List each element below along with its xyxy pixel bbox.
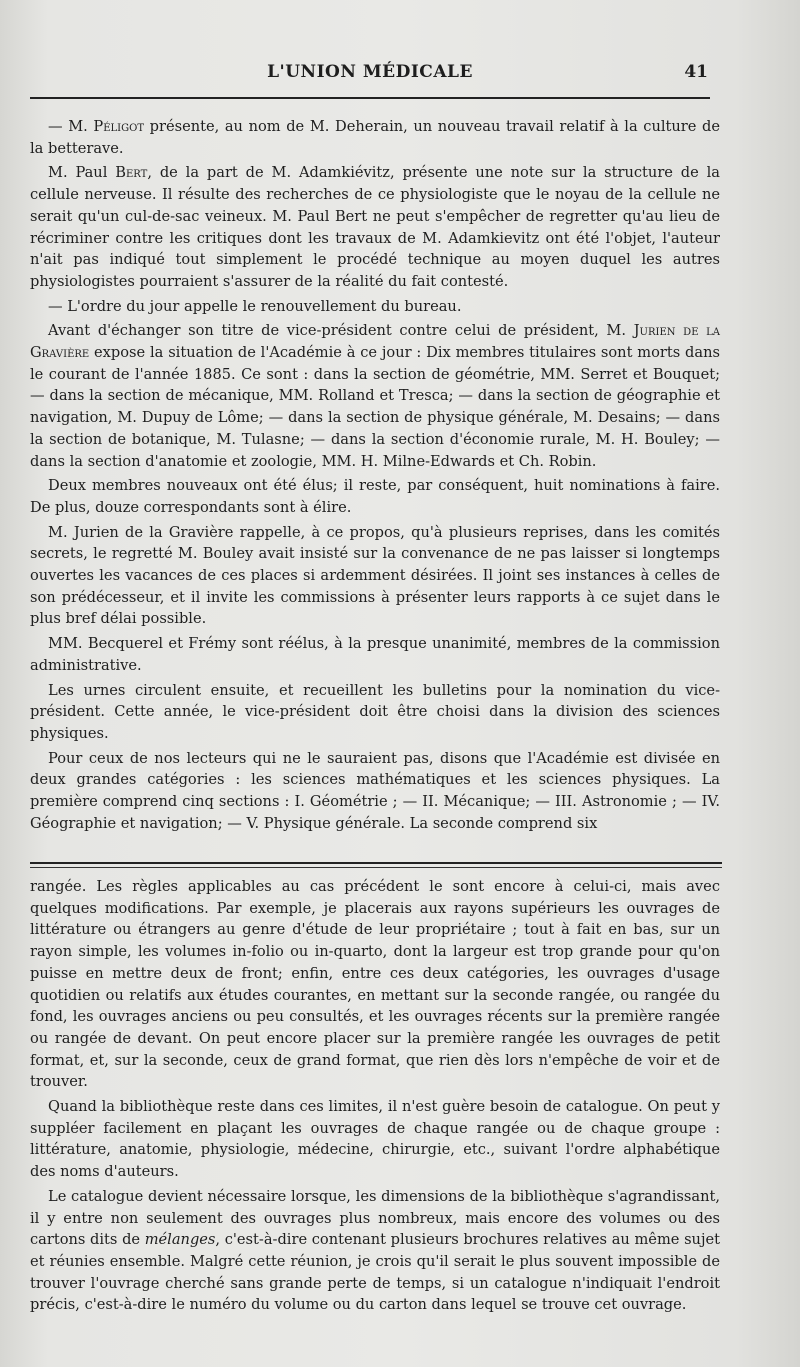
paragraph-bibliotheque: Quand la bibliothèque reste dans ces limites, il n'est guère besoin de catalogue. On peut y suppléer facilement en plaçant les ouvrages de chaque rangée ou de chaque groupe : littérature, anatomie, physiologie, médecine, chirurgie, etc., suivant l'ordre alphabétique des noms d'auteurs. bbox=[30, 1098, 720, 1181]
paragraph-ordre-du-jour: — L'ordre du jour appelle le renouvellement du bureau. bbox=[48, 297, 462, 315]
person-name: Jurien de la Gravière bbox=[30, 322, 721, 362]
paragraph-membres: Deux membres nouveaux ont été élus; il reste, par conséquent, huit nominations à faire. De plus, douze correspondants sont à élire. bbox=[30, 477, 720, 516]
paragraph-prefix: Avant d'échanger son titre de vice-président contre celui de président, M. bbox=[48, 322, 627, 340]
paragraph-urnes: Les urnes circulent ensuite, et recueillent les bulletins pour la nomination du vice-président. Cette année, le vice-président doit être choisi dans la division des sciences physiques. bbox=[30, 681, 720, 742]
paragraph-catalogue bbox=[30, 1186, 720, 1316]
paragraph-gravière bbox=[30, 320, 720, 472]
paragraph-reelus: MM. Becquerel et Frémy sont réélus, à la presque unanimité, membres de la commission administrative. bbox=[30, 635, 720, 674]
header-rule bbox=[30, 97, 710, 99]
feuilleton-section bbox=[30, 876, 720, 1319]
dash-prefix: — M. bbox=[48, 118, 88, 135]
person-name: Péligot bbox=[93, 118, 144, 135]
person-name: Bert bbox=[115, 164, 148, 182]
paragraph-text: Le catalogue devient nécessaire lorsque, les dimensions de la bibliothèque s'agrandissant, il y entre non seulement des ouvrages plus nombreux, mais encore des volumes ou des cartons dits de bbox=[30, 1187, 720, 1249]
paragraph-peligot bbox=[30, 116, 720, 159]
paragraph-text: expose la situation de l'Académie à ce jour : Dix membres titulaires sont morts dans le courant de l'année 1885. Ce sont : dans la section de géométrie, MM. Serret et Bouquet; — dans la section de mécanique, MM. Rolland et Tresca; — dans la section de géographie et navigation, M. Dupuy de Lôme; — dans la section de physique générale, M. Desains; — dans la section de botanique, M. Tulasne; — dans la section d'économie rurale, M. H. Bouley; — dans la section d'anatomie et zoologie, MM. H. Milne-Edwards et Ch. Robin. bbox=[30, 344, 720, 470]
page-number: 41 bbox=[684, 62, 708, 82]
paragraph-rappel: M. Jurien de la Gravière rappelle, à ce propos, qu'à plusieurs reprises, dans les comités secrets, le regretté M. Bouley avait insisté sur la convenance de ne pas laisser si longtemps ouvertes les vacances de ces places si ardemment désirées. Il joint ses instances à celles de son prédécesseur, et il invite les commissions à présenter leurs rapports à ce sujet dans le plus bref délai possible. bbox=[30, 523, 720, 628]
feuilleton-rule bbox=[30, 862, 722, 864]
page-header bbox=[28, 62, 712, 86]
feuilleton-rule-thin bbox=[30, 867, 722, 868]
academy-report-section bbox=[30, 116, 720, 838]
paragraph-categories: Pour ceux de nos lecteurs qui ne le sauraient pas, disons que l'Académie est divisée en deux grandes catégories : les sciences mathématiques et les sciences physiques. La première comprend cinq sections : I. Géométrie ; — II. Mécanique; — III. Astronomie ; — IV. Géographie et navigation; — V. Physique générale. La seconde comprend six bbox=[30, 749, 720, 832]
running-title: L'UNION MÉDICALE bbox=[267, 62, 473, 82]
paragraph-prefix: M. Paul bbox=[48, 164, 108, 182]
paragraph-text: , de la part de M. Adamkiévitz, présente une note sur la structure de la cellule nerveuse. Il résulte des recherches de ce physiologiste que le noyau de la cellule ne serait qu'un cul-de-sac veineux. M. Paul Bert ne peut s'empêcher de regretter qu'au lieu de récriminer contre les critiques dont les travaux de M. Adamkievitz ont été l'objet, l'auteur n'ait pas indiqué tout simplement le procédé technique au moyen duquel les autres physiologistes pourraient s'assurer de la réalité du fait contesté. bbox=[30, 164, 721, 290]
paragraph-text: , c'est-à-dire contenant plusieurs brochures relatives au même sujet et réunies ensemble. Malgré cette réunion, je crois qu'il serait le plus souvent impossible de trouver l'ouvrage cherché sans grande perte de temps, si un catalogue n'indiquait l'endroit précis, c'est-à-dire le numéro du volume ou du carton dans lequel se trouve cet ouvrage. bbox=[30, 1231, 720, 1314]
paragraph-rangee: rangée. Les règles applicables au cas précédent le sont encore à celui-ci, mais avec quelques modifications. Par exemple, je placerais aux rayons supérieurs les ouvrages de littérature ou étrangers au genre d'étude de leur propriétaire ; tout à fait en bas, sur un rayon simple, les volumes in-folio ou in-quarto, dont la largeur est trop grande pour qu'on puisse en mettre deux de front; enfin, entre ces deux catégories, les ouvrages d'usage quotidien ou relatifs aux études courantes, en mettant sur la seconde rangée, ou rangée du fond, les ouvrages anciens ou peu consultés, et les ouvrages récents sur la première rangée ou rangée de devant. On peut encore placer sur la première rangée les ouvrages de petit format, et, sur la seconde, ceux de grand format, que rien dès lors n'empêche de voir et de trouver. bbox=[30, 878, 720, 1091]
paragraph-bert bbox=[30, 162, 720, 292]
paragraph-text: présente, au nom de M. Deherain, un nouveau travail relatif à la culture de la betterave. bbox=[30, 118, 720, 157]
italic-term: mélanges bbox=[144, 1231, 216, 1249]
